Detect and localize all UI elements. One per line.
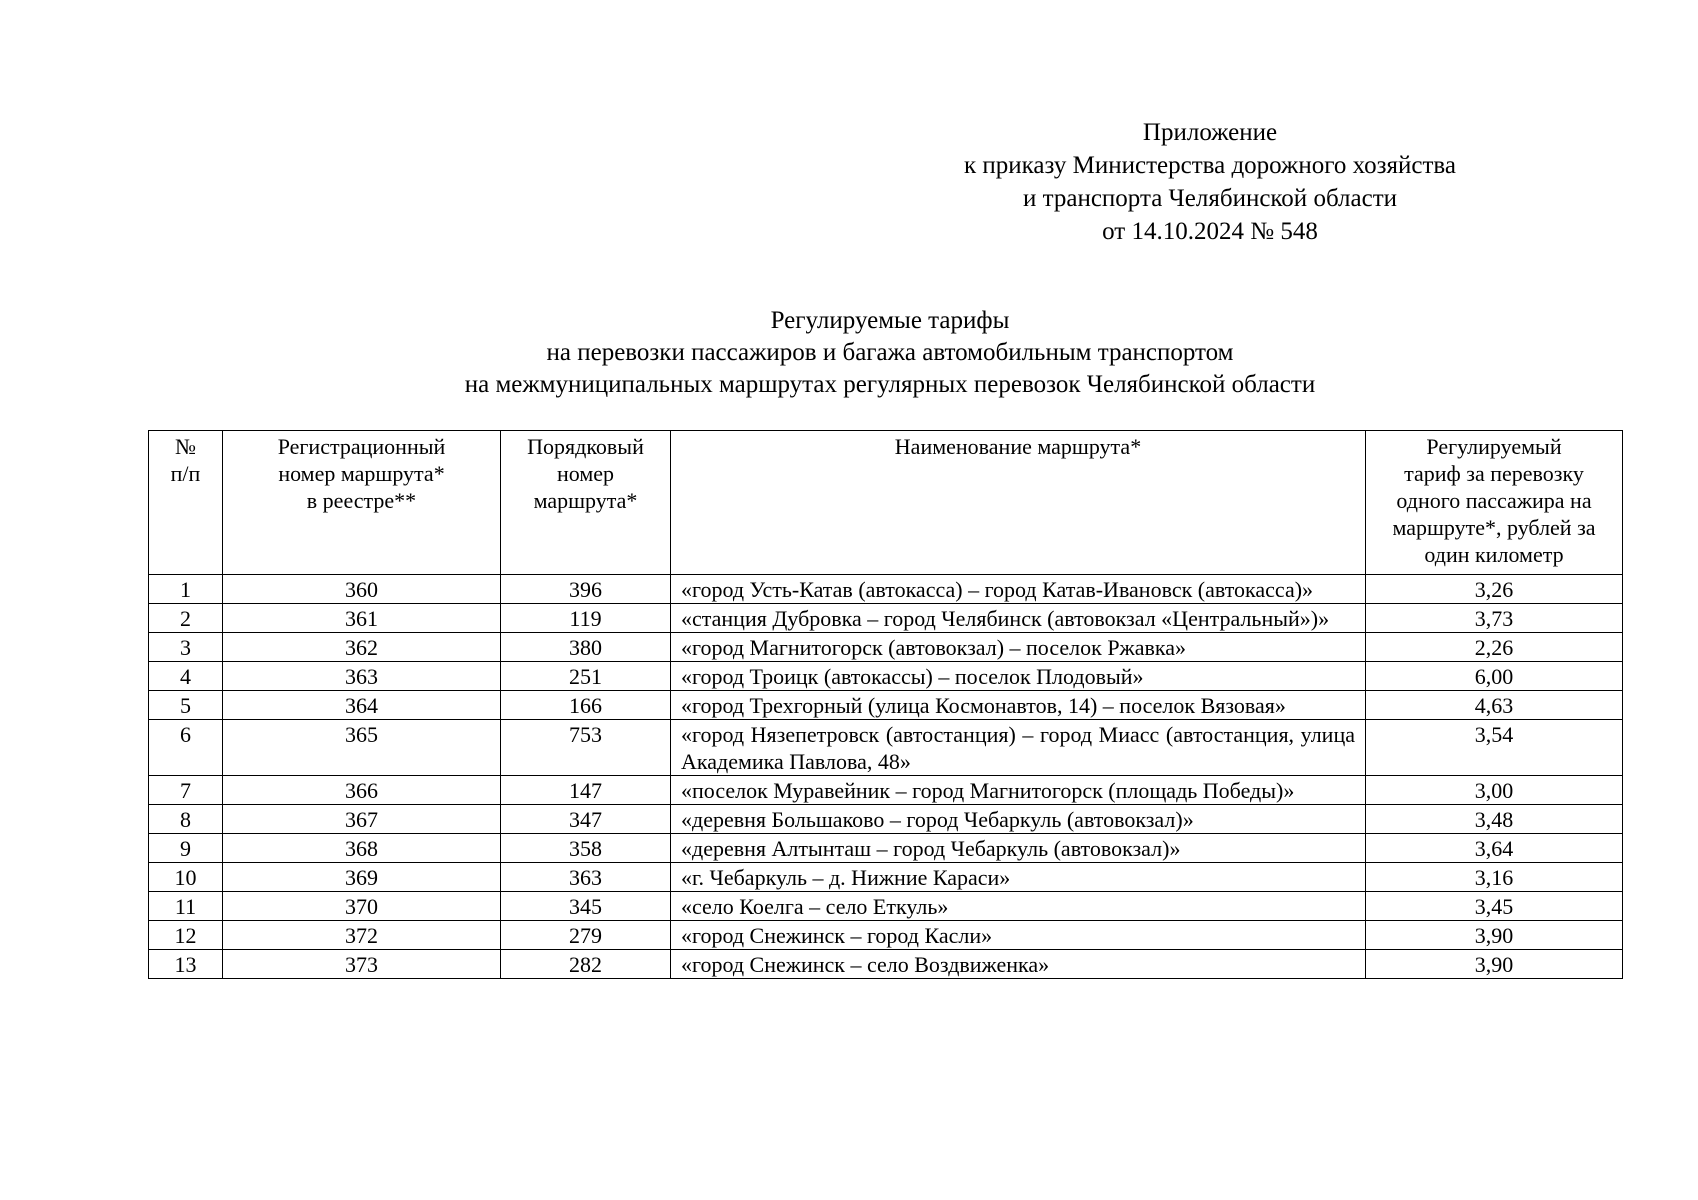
appendix-block (880, 116, 1540, 248)
cell-number: 3 (149, 633, 223, 662)
table-row (149, 720, 1623, 776)
title-line: Регулируемые тарифы (770, 307, 1010, 334)
cell-ordinal-number: 119 (501, 604, 671, 633)
cell-number: 4 (149, 662, 223, 691)
cell-route-name: «город Усть-Катав (автокасса) – город Катав-Ивановск (автокасса)» (671, 575, 1366, 604)
header-tariff: Регулируемый тариф за перевозку одного пассажира на маршруте*, рублей за один километр (1366, 431, 1623, 575)
cell-tariff: 3,73 (1366, 604, 1623, 633)
cell-registration-number: 361 (223, 604, 501, 633)
cell-registration-number: 370 (223, 892, 501, 921)
cell-ordinal-number: 166 (501, 691, 671, 720)
cell-ordinal-number: 358 (501, 834, 671, 863)
table-row (149, 834, 1623, 863)
cell-ordinal-number: 380 (501, 633, 671, 662)
table-row (149, 662, 1623, 691)
cell-number: 12 (149, 921, 223, 950)
cell-tariff: 3,26 (1366, 575, 1623, 604)
cell-registration-number: 363 (223, 662, 501, 691)
table-row (149, 604, 1623, 633)
table-row (149, 776, 1623, 805)
cell-ordinal-number: 396 (501, 575, 671, 604)
cell-number: 11 (149, 892, 223, 921)
appendix-line: от 14.10.2024 № 548 (1102, 218, 1318, 245)
cell-number: 2 (149, 604, 223, 633)
cell-ordinal-number: 147 (501, 776, 671, 805)
cell-route-name: «поселок Муравейник – город Магнитогорск (площадь Победы)» (671, 776, 1366, 805)
cell-number: 8 (149, 805, 223, 834)
table-row (149, 575, 1623, 604)
header-ordinal-number: Порядковый номер маршрута* (501, 431, 671, 575)
title-line: на межмуниципальных маршрутах регулярных перевозок Челябинской области (464, 371, 1316, 398)
table-row (149, 691, 1623, 720)
document-title (150, 305, 1630, 401)
cell-route-name: «село Коелга – село Еткуль» (671, 892, 1366, 921)
cell-route-name: «город Троицк (автокассы) – поселок Плодовый» (671, 662, 1366, 691)
cell-route-name: «деревня Большаково – город Чебаркуль (автовокзал)» (671, 805, 1366, 834)
header-route-name: Наименование маршрута* (671, 431, 1366, 575)
cell-registration-number: 369 (223, 863, 501, 892)
appendix-line: Приложение (1142, 119, 1278, 146)
title-line: на перевозки пассажиров и багажа автомобильным транспортом (546, 339, 1234, 366)
cell-ordinal-number: 347 (501, 805, 671, 834)
appendix-line: к приказу Министерства дорожного хозяйства (964, 152, 1456, 179)
cell-registration-number: 362 (223, 633, 501, 662)
cell-tariff: 6,00 (1366, 662, 1623, 691)
table-row (149, 863, 1623, 892)
cell-tariff: 3,90 (1366, 950, 1623, 979)
cell-number: 13 (149, 950, 223, 979)
header-registration-number: Регистрационный номер маршрута* в реестре** (223, 431, 501, 575)
cell-number: 5 (149, 691, 223, 720)
cell-registration-number: 372 (223, 921, 501, 950)
header-number: № п/п (149, 431, 223, 575)
cell-route-name: «станция Дубровка – город Челябинск (автовокзал «Центральный»)» (671, 604, 1366, 633)
table-row (149, 633, 1623, 662)
table-row (149, 950, 1623, 979)
cell-route-name: «город Трехгорный (улица Космонавтов, 14) – поселок Вязовая» (671, 691, 1366, 720)
appendix-line: и транспорта Челябинской области (1022, 185, 1398, 212)
cell-number: 9 (149, 834, 223, 863)
cell-ordinal-number: 753 (501, 720, 671, 776)
cell-route-name: «город Снежинск – город Касли» (671, 921, 1366, 950)
cell-number: 10 (149, 863, 223, 892)
cell-registration-number: 373 (223, 950, 501, 979)
cell-ordinal-number: 345 (501, 892, 671, 921)
table-row (149, 921, 1623, 950)
cell-registration-number: 367 (223, 805, 501, 834)
cell-tariff: 3,90 (1366, 921, 1623, 950)
tariff-table (148, 430, 1623, 979)
cell-tariff: 4,63 (1366, 691, 1623, 720)
cell-registration-number: 364 (223, 691, 501, 720)
cell-tariff: 3,54 (1366, 720, 1623, 776)
cell-registration-number: 360 (223, 575, 501, 604)
table-header-row (149, 431, 1623, 575)
cell-registration-number: 368 (223, 834, 501, 863)
cell-route-name: «город Снежинск – село Воздвиженка» (671, 950, 1366, 979)
cell-route-name: «г. Чебаркуль – д. Нижние Караси» (671, 863, 1366, 892)
cell-number: 1 (149, 575, 223, 604)
cell-ordinal-number: 282 (501, 950, 671, 979)
cell-registration-number: 365 (223, 720, 501, 776)
cell-number: 7 (149, 776, 223, 805)
table-row (149, 892, 1623, 921)
cell-tariff: 3,45 (1366, 892, 1623, 921)
cell-route-name: «город Магнитогорск (автовокзал) – поселок Ржавка» (671, 633, 1366, 662)
cell-ordinal-number: 363 (501, 863, 671, 892)
cell-ordinal-number: 279 (501, 921, 671, 950)
cell-ordinal-number: 251 (501, 662, 671, 691)
cell-number: 6 (149, 720, 223, 776)
cell-route-name: «деревня Алтынташ – город Чебаркуль (автовокзал)» (671, 834, 1366, 863)
cell-tariff: 3,48 (1366, 805, 1623, 834)
cell-tariff: 2,26 (1366, 633, 1623, 662)
cell-registration-number: 366 (223, 776, 501, 805)
cell-tariff: 3,16 (1366, 863, 1623, 892)
cell-tariff: 3,00 (1366, 776, 1623, 805)
cell-tariff: 3,64 (1366, 834, 1623, 863)
cell-route-name: «город Нязепетровск (автостанция) – город Миасс (автостанция, улица Академика Павлова, 48» (671, 720, 1366, 776)
table-row (149, 805, 1623, 834)
